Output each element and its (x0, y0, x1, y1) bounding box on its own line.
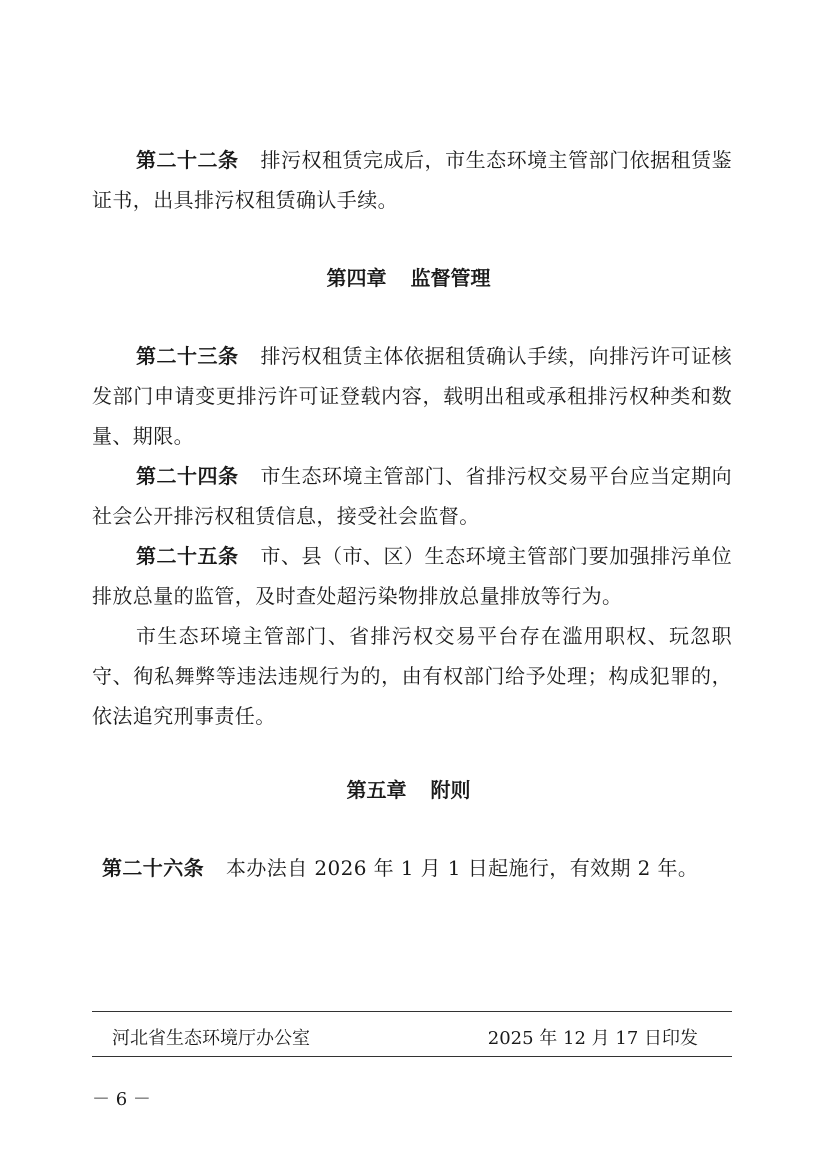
article-23-title: 第二十三条 (136, 344, 239, 368)
footer-imprint (112, 1024, 698, 1054)
footer-top-rule (92, 1011, 732, 1012)
chapter-5-heading (0, 770, 817, 810)
chapter-4-number: 第四章 (326, 266, 387, 290)
footer-bottom-rule (92, 1056, 732, 1057)
footer-date: 2025 年 12 月 17 日印发 (487, 1028, 698, 1049)
article-25 (92, 536, 732, 616)
article-24 (92, 456, 732, 536)
article-24-title: 第二十四条 (136, 464, 239, 488)
article-25-body: 市、县（市、区）生态环境主管部门要加强排污单位排放总量的监管，及时查处超污染物排放总量排放等行为。 (92, 544, 733, 608)
article-25-title: 第二十五条 (136, 544, 239, 568)
chapter-5-number: 第五章 (346, 778, 407, 802)
article-22 (92, 140, 732, 220)
article-26-title: 第二十六条 (102, 856, 204, 880)
article-22-title: 第二十二条 (136, 148, 239, 172)
chapter-4-name: 监督管理 (410, 266, 491, 290)
footer-issuer: 河北省生态环境厅办公室 (112, 1028, 310, 1049)
article-25-paragraph-2: 市生态环境主管部门、省排污权交易平台存在滥用职权、玩忽职守、徇私舞弊等违法违规行为的，由有权部门给予处理；构成犯罪的，依法追究刑事责任。 (92, 624, 732, 728)
chapter-5-name: 附则 (430, 778, 471, 802)
article-26-body: 本办法自 2026 年 1 月 1 日起施行，有效期 2 年。 (226, 856, 699, 880)
article-23 (92, 336, 732, 456)
chapter-4-heading (0, 258, 817, 298)
article-22-body: 排污权租赁完成后，市生态环境主管部门依据租赁鉴证书，出具排污权租赁确认手续。 (92, 148, 733, 212)
page-number: － 6 － (92, 1089, 151, 1110)
article-23-body: 排污权租赁主体依据租赁确认手续，向排污许可证核发部门申请变更排污许可证登载内容，载明出租或承租排污权种类和数量、期限。 (92, 344, 733, 448)
article-24-body: 市生态环境主管部门、省排污权交易平台应当定期向社会公开排污权租赁信息，接受社会监督。 (92, 464, 733, 528)
article-26 (102, 848, 698, 888)
